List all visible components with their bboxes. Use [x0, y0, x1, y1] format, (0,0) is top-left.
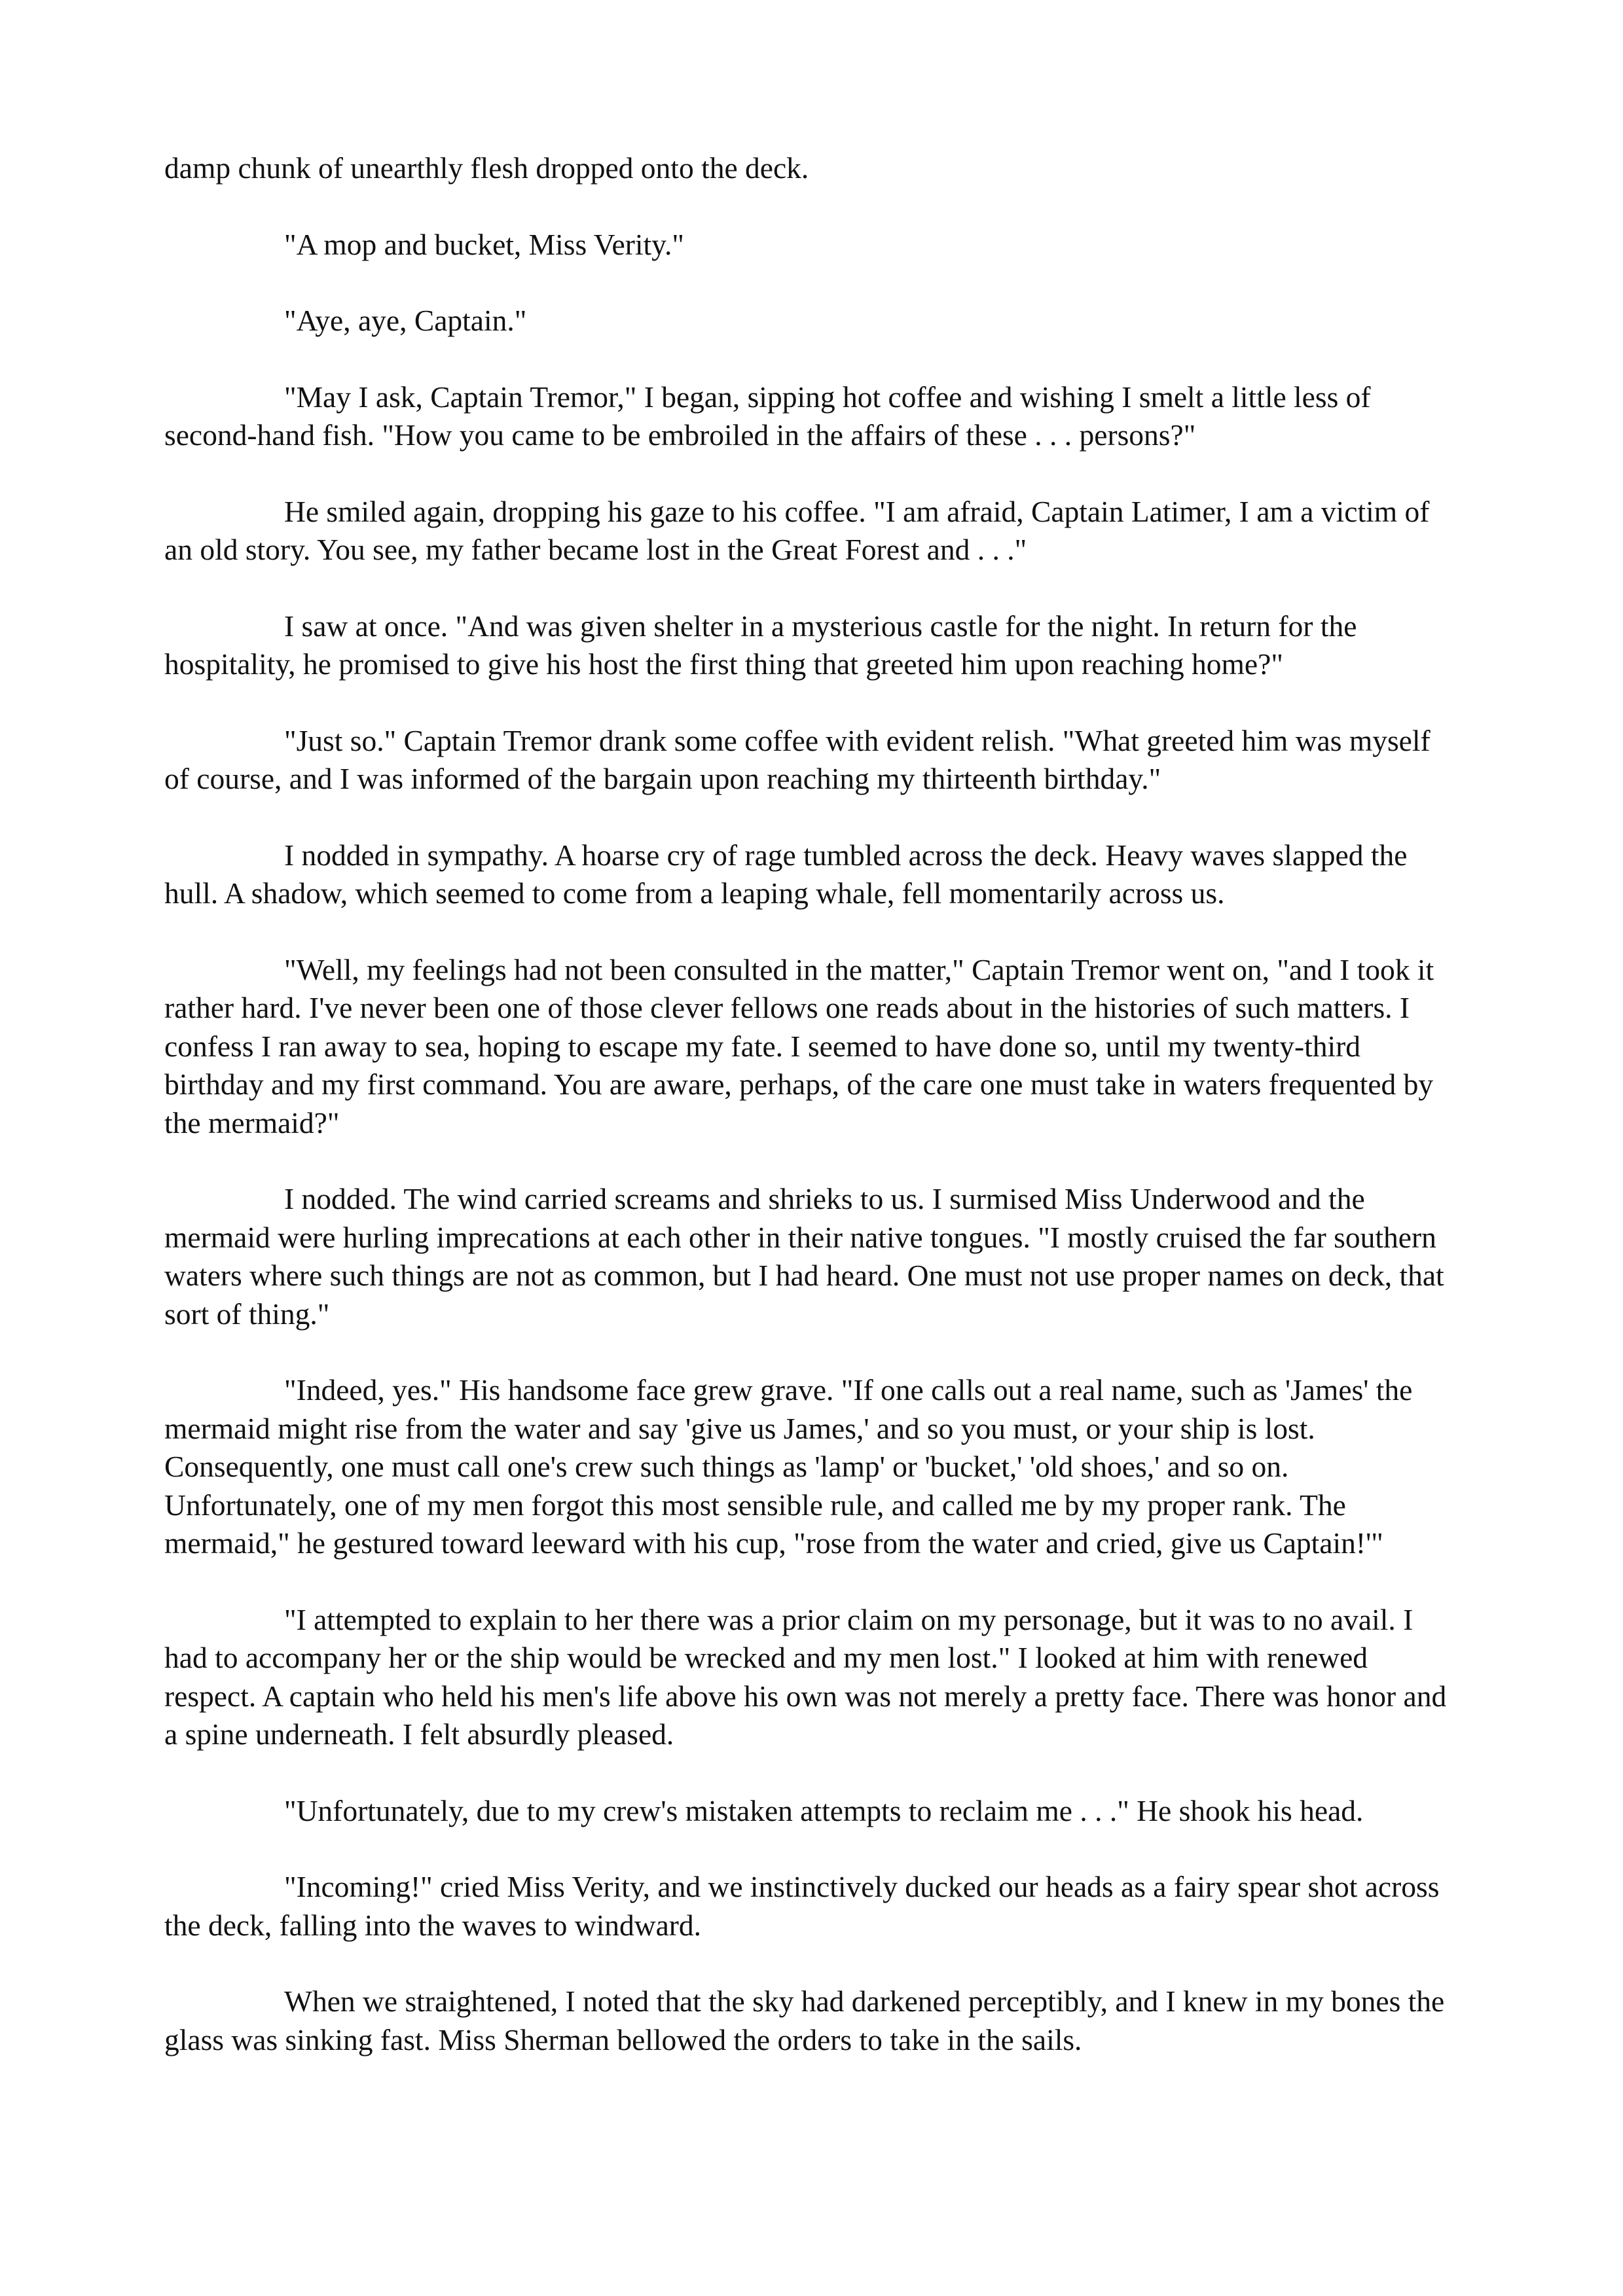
paragraph: "Incoming!" cried Miss Verity, and we instinctively ducked our heads as a fairy spear shot across the deck, falling into the waves to windward. — [164, 1870, 1440, 1942]
paragraph: "A mop and bucket, Miss Verity." — [284, 227, 684, 261]
paragraph: "Unfortunately, due to my crew's mistaken attempts to reclaim me . . ." He shook his head. — [284, 1793, 1364, 1827]
paragraph: I nodded. The wind carried screams and shrieks to us. I surmised Miss Underwood and the mermaid were hurling imprecations at each other in their native tongues. "I mostly cruised the far southern waters where such things are not as common, but I had heard. One must not use proper names on deck, that sort of thing." — [164, 1182, 1444, 1331]
paragraph: He smiled again, dropping his gaze to his coffee. "I am afraid, Captain Latimer, I am a victim of an old story. You see, my father became lost in the Great Forest and . . ." — [164, 494, 1430, 566]
paragraph: "Just so." Captain Tremor drank some coffee with evident relish. "What greeted him was myself of course, and I was informed of the bargain upon reaching my thirteenth birthday." — [164, 723, 1431, 795]
paragraph: "May I ask, Captain Tremor," I began, sipping hot coffee and wishing I smelt a little less of second-hand fish. "How you came to be embroiled in the affairs of these . . . persons?" — [164, 380, 1371, 452]
paragraph: "I attempted to explain to her there was a prior claim on my personage, but it was to no avail. I had to accompany her or the ship would be wrecked and my men lost." I looked at him with renewed respect. A captain who held his men's life above his own was not merely a pretty face. There was honor and a spine underneath. I felt absurdly pleased. — [164, 1602, 1447, 1751]
paragraph: When we straightened, I noted that the sky had darkened perceptibly, and I knew in my bones the glass was sinking fast. Miss Sherman bellowed the orders to take in the sails. — [164, 1984, 1445, 2056]
paragraph: "Well, my feelings had not been consulted in the matter," Captain Tremor went on, "and I took it rather hard. I've never been one of those clever fellows one reads about in the histories of such matters. I confess I ran away to sea, hoping to escape my fate. I seemed to have done so, until my twenty-third birthday and my first command. You are aware, perhaps, of the care one must take in waters frequented by the mermaid?" — [164, 952, 1434, 1139]
paragraph: "Aye, aye, Captain." — [284, 304, 527, 337]
paragraph: "Indeed, yes." His handsome face grew grave. "If one calls out a real name, such as 'James' the mermaid might rise from the water and say 'give us James,' and so you must, or your ship is lost. Consequently, one must call one's crew such things as 'lamp' or 'bucket,' 'old shoes,' and so on. Unfortunately, one of my men forgot this most sensible rule, and called me by my proper rank. The mermaid," he gestured toward leeward with his cup, "rose from the water and cried, give us Captain!'" — [164, 1373, 1413, 1560]
paragraph: damp chunk of unearthly flesh dropped onto the deck. — [164, 151, 809, 185]
story-text — [164, 149, 1461, 2097]
paragraph: I saw at once. "And was given shelter in a mysterious castle for the night. In return for the hospitality, he promised to give his host the first thing that greeted him upon reaching home?" — [164, 609, 1357, 681]
paragraph: I nodded in sympathy. A hoarse cry of rage tumbled across the deck. Heavy waves slapped the hull. A shadow, which seemed to come from a leaping whale, fell momentarily across us. — [164, 838, 1408, 910]
